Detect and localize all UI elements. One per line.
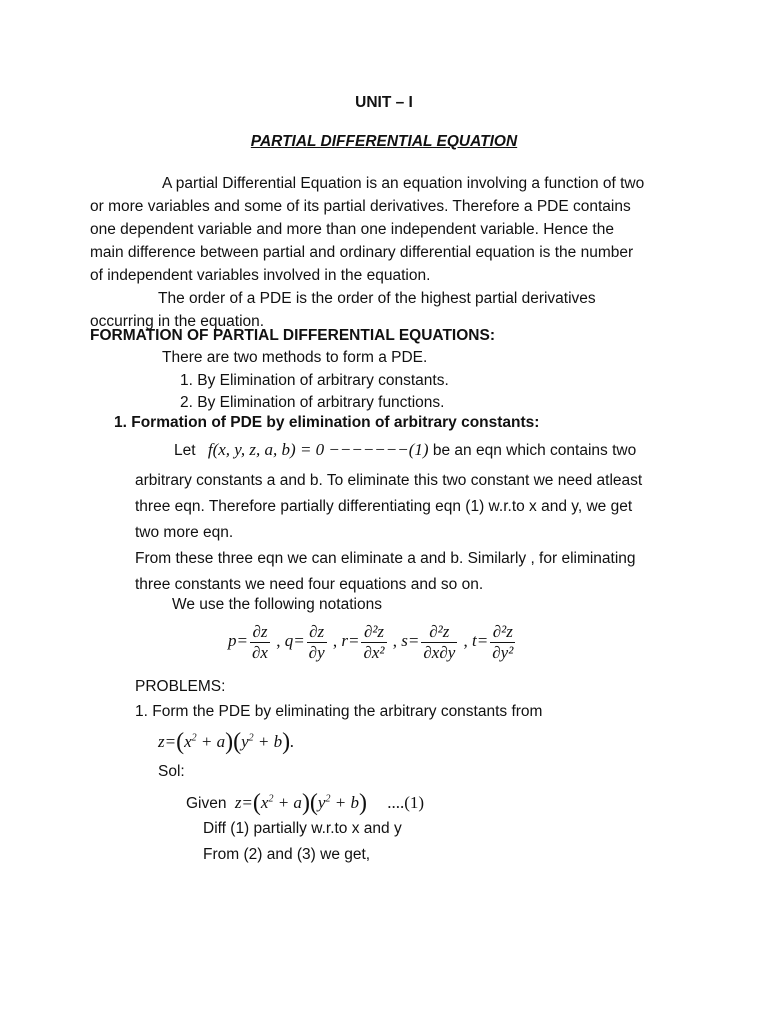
body-line: two more eqn.: [135, 524, 234, 541]
let-continuation: be an eqn which contains two: [432, 442, 637, 459]
notation-r-lhs: r: [341, 631, 348, 651]
given-equation: $z=(x^2 + a)(y^2 + b)$: [234, 790, 367, 816]
section-body: [135, 468, 642, 598]
notation-t: t= $\frac{\text{∂²z}}{\text{∂y²}}$: [472, 622, 514, 662]
notations-lead: We use the following notations: [172, 596, 382, 613]
notation-r-num: ∂²z: [361, 622, 386, 643]
problems-heading: PROBLEMS:: [135, 678, 226, 695]
notation-formulas: p= $\frac{\partial z}{\partial x}$ , q= $\frac{\partial z}{\partial y}$ , r= $\frac{\text{∂²z}}{\text{∂x²}}$ , s= $\frac{\text{∂²z}}{\partial x\partial y}$ , t= $\frac{\text{∂²z}}{\text{∂y²}}$: [228, 622, 517, 663]
body-line: three constants we need four equations and so on.: [135, 576, 484, 593]
notation-s-lhs: s: [401, 631, 408, 651]
given-tag: ....(1): [387, 793, 425, 812]
problem-1: 1. Form the PDE by eliminating the arbitrary constants from: [135, 703, 543, 720]
given-label: Given: [186, 795, 227, 812]
diff-line: Diff (1) partially w.r.to x and y: [203, 820, 402, 837]
let-label: Let: [174, 442, 196, 459]
notation-r: r= $\frac{\text{∂²z}}{\text{∂x²}}$: [341, 622, 385, 662]
from-line: From (2) and (3) we get,: [203, 846, 371, 863]
function-equation: f(x, y, z, a, b) = 0 −−−−−−−(1): [207, 440, 429, 459]
unit-heading: UNIT – I: [355, 94, 413, 111]
notation-p-lhs: p: [228, 631, 237, 651]
notation-t-num: ∂²z: [490, 622, 515, 643]
given-line: [186, 790, 424, 817]
notation-s: s= $\frac{\text{∂²z}}{\partial x\partial y}$: [401, 622, 456, 662]
notation-t-lhs: t: [472, 631, 477, 651]
method-item: 1. By Elimination of arbitrary constants.: [180, 372, 449, 389]
let-line: [174, 440, 636, 460]
notation-t-den: ∂y²: [492, 643, 514, 662]
intro-paragraph: [90, 172, 644, 333]
page-title: PARTIAL DIFFERENTIAL EQUATION: [250, 133, 518, 150]
order-line: The order of a PDE is the order of the highest partial derivatives: [158, 290, 596, 307]
section-heading: 1. Formation of PDE by elimination of arbitrary constants:: [114, 414, 540, 431]
intro-line: of independent variables involved in the equation.: [90, 267, 431, 284]
notation-q-lhs: q: [284, 631, 294, 651]
formation-lead: There are two methods to form a PDE.: [162, 349, 428, 366]
notation-q-den: ∂y: [308, 643, 325, 662]
notation-q-num: ∂z: [307, 622, 327, 643]
problem-1-equation: $z=(x^2 + a)(y^2 + b)$.: [158, 729, 295, 755]
formation-heading: FORMATION OF PARTIAL DIFFERENTIAL EQUATIONS:: [90, 327, 495, 344]
body-line: From these three eqn we can eliminate a and b. Similarly , for eliminating: [135, 550, 636, 567]
order-line: occurring in the equation.: [90, 313, 265, 330]
solution-label: Sol:: [158, 763, 185, 780]
body-line: three eqn. Therefore partially differentiating eqn (1) w.r.to x and y, we get: [135, 498, 633, 515]
notation-s-num: ∂²z: [421, 622, 457, 643]
method-item: 2. By Elimination of arbitrary functions.: [180, 394, 445, 411]
notation-r-den: ∂x²: [363, 643, 385, 662]
notation-p-num: ∂z: [250, 622, 270, 643]
intro-line: A partial Differential Equation is an equation involving a function of two: [162, 175, 645, 192]
notation-p-den: ∂x: [251, 643, 268, 662]
intro-line: main difference between partial and ordinary differential equation is the number: [90, 244, 634, 261]
notation-p: p= $\frac{\partial z}{\partial x}$: [228, 622, 268, 662]
notation-q: q= $\frac{\partial z}{\partial y}$: [284, 622, 325, 662]
body-line: arbitrary constants a and b. To eliminate this two constant we need atleast: [135, 472, 643, 489]
notation-s-den: ∂x∂y: [423, 643, 456, 662]
intro-line: one dependent variable and more than one independent variable. Hence the: [90, 221, 614, 238]
intro-line: or more variables and some of its partial derivatives. Therefore a PDE contains: [90, 198, 631, 215]
